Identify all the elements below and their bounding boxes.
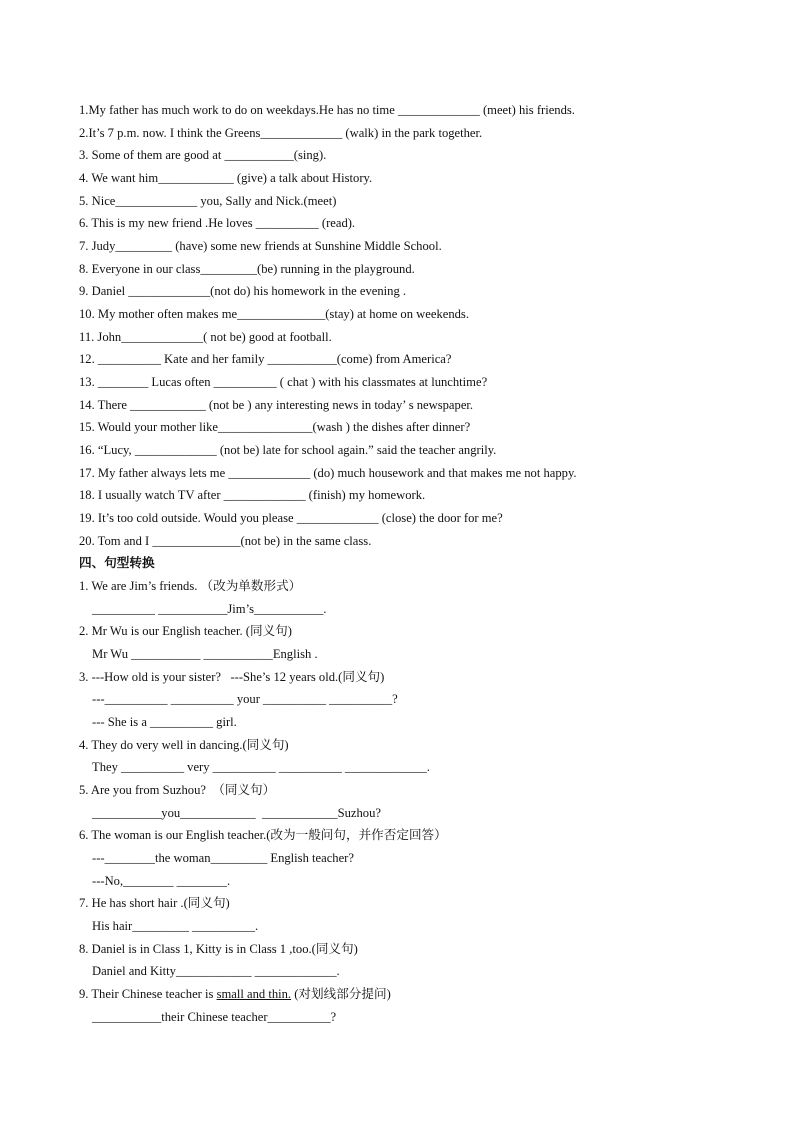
- question-3: 3. Some of them are good at ___________(sing).: [79, 148, 327, 162]
- transform-a3-line1: ---__________ __________ your __________ __________?: [92, 692, 398, 706]
- transform-q3: 3. ---How old is your sister? ---She’s 12 years old.(同义句): [79, 670, 385, 684]
- transform-q2: 2. Mr Wu is our English teacher. (同义句): [79, 624, 292, 638]
- question-7: 7. Judy_________ (have) some new friends at Sunshine Middle School.: [79, 239, 442, 253]
- transform-a3-line2: --- She is a __________ girl.: [92, 715, 237, 729]
- section-heading: 四、句型转换: [79, 555, 155, 570]
- question-12: 12. __________ Kate and her family ___________(come) from America?: [79, 352, 452, 366]
- transform-q9: [79, 986, 391, 1002]
- transform-q6: 6. The woman is our English teacher.(改为一般问句，并作否定回答）: [79, 828, 447, 842]
- transform-a8: Daniel and Kitty____________ _____________.: [92, 964, 340, 978]
- question-19: 19. It’s too cold outside. Would you please _____________ (close) the door for me?: [79, 511, 503, 525]
- transform-q9-prefix: 9. Their Chinese teacher is: [79, 987, 217, 1001]
- question-5: 5. Nice_____________ you, Sally and Nick.(meet): [79, 194, 337, 208]
- underlined-phrase: small and thin.: [216, 987, 292, 1001]
- question-14: 14. There ____________ (not be ) any interesting news in today’ s newspaper.: [79, 398, 474, 412]
- question-1: 1.My father has much work to do on weekdays.He has no time _____________ (meet) his friends.: [79, 103, 575, 117]
- transform-q9-suffix: (对划线部分提问): [291, 987, 391, 1001]
- question-18: 18. I usually watch TV after _____________ (finish) my homework.: [79, 488, 426, 502]
- question-4: 4. We want him____________ (give) a talk about History.: [79, 171, 373, 185]
- question-6: 6. This is my new friend .He loves __________ (read).: [79, 216, 356, 230]
- transform-a5: ___________you____________ ____________Suzhou?: [92, 806, 381, 820]
- question-11: 11. John_____________( not be) good at football.: [79, 330, 332, 344]
- question-9: 9. Daniel _____________(not do) his homework in the evening .: [79, 284, 407, 298]
- transform-a1: __________ ___________Jim’s___________.: [92, 602, 327, 616]
- question-20: 20. Tom and I ______________(not be) in the same class.: [79, 534, 372, 548]
- question-15: 15. Would your mother like_______________(wash ) the dishes after dinner?: [79, 420, 471, 434]
- transform-q8: 8. Daniel is in Class 1, Kitty is in Class 1 ,too.(同义句): [79, 942, 358, 956]
- transform-q4: 4. They do very well in dancing.(同义句): [79, 738, 289, 752]
- question-13: 13. ________ Lucas often __________ ( chat ) with his classmates at lunchtime?: [79, 375, 488, 389]
- transform-a7: His hair_________ __________.: [92, 919, 259, 933]
- transform-a6-line2: ---No,________ ________.: [92, 874, 231, 888]
- question-2: 2.It’s 7 p.m. now. I think the Greens_____________ (walk) in the park together.: [79, 126, 483, 140]
- transform-a9: ___________their Chinese teacher__________?: [92, 1010, 337, 1024]
- question-17: 17. My father always lets me _____________ (do) much housework and that makes me not happy.: [79, 466, 577, 480]
- transform-q1: 1. We are Jim’s friends. （改为单数形式）: [79, 579, 302, 593]
- question-10: 10. My mother often makes me______________(stay) at home on weekends.: [79, 307, 469, 321]
- transform-a2: Mr Wu ___________ ___________English .: [92, 647, 318, 661]
- transform-a4: They __________ very __________ __________ _____________.: [92, 760, 430, 774]
- transform-q5: 5. Are you from Suzhou? （同义句）: [79, 783, 276, 797]
- transform-q7: 7. He has short hair .(同义句): [79, 896, 230, 910]
- question-8: 8. Everyone in our class_________(be) running in the playground.: [79, 262, 415, 276]
- transform-a6-line1: ---________the woman_________ English teacher?: [92, 851, 354, 865]
- question-16: 16. “Lucy, _____________ (not be) late for school again.” said the teacher angrily.: [79, 443, 497, 457]
